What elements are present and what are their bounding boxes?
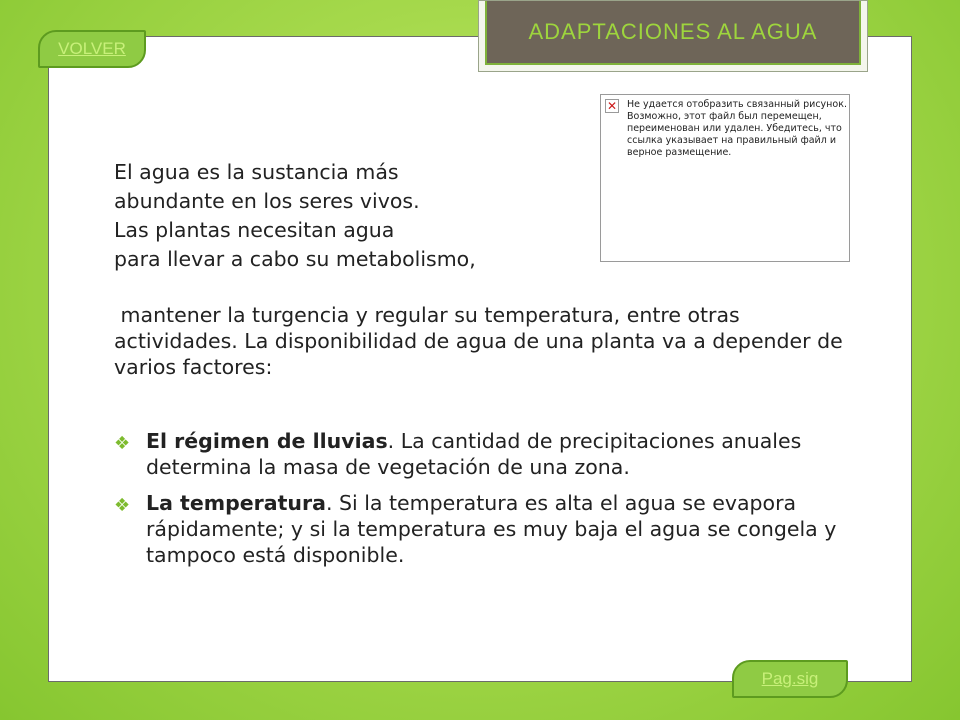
image-error-message: Не удается отобразить связанный рисунок. Возможно, этот файл был перемещен, переименован или удален. Убедитесь, что ссылка указывает на правильный файл и верное размещение. xyxy=(627,99,847,158)
diamond-bullet-icon: ❖ xyxy=(114,495,131,516)
page-title: ADAPTACIONES AL AGUA xyxy=(528,19,818,44)
factor-list xyxy=(114,428,859,578)
title-frame xyxy=(478,0,868,72)
intro-line: para llevar a cabo su metabolismo, xyxy=(114,247,476,271)
back-link[interactable]: VOLVER xyxy=(58,39,126,58)
intro-line: Las plantas necesitan agua xyxy=(114,218,395,242)
body-paragraph: mantener la turgencia y regular su temperatura, entre otras actividades. La disponibilidad de agua de una planta va a depender de varios factores: xyxy=(114,303,850,379)
intro-line: El agua es la sustancia más xyxy=(114,160,399,184)
title-banner xyxy=(485,1,861,65)
intro-line: abundante en los seres vivos. xyxy=(114,189,420,213)
broken-image-placeholder xyxy=(600,94,850,262)
bullet-text: . La cantidad de precipitaciones anuales determina la masa de vegetación de una zona. xyxy=(146,429,802,479)
bullet-text: . Si la temperatura es alta el agua se evapora rápidamente; y si la temperatura es muy baja el agua se congela y tampoco está disponible. xyxy=(146,491,837,567)
intro-text xyxy=(114,158,594,274)
broken-image-icon: ✕ xyxy=(606,99,618,113)
back-button[interactable] xyxy=(38,30,146,68)
bullet-term: La temperatura xyxy=(146,491,326,515)
bullet-term: El régimen de lluvias xyxy=(146,429,388,453)
list-item xyxy=(114,490,859,568)
list-item xyxy=(114,428,859,480)
next-page-button[interactable] xyxy=(732,660,848,698)
diamond-bullet-icon: ❖ xyxy=(114,433,131,454)
next-page-link[interactable]: Pag.sig xyxy=(761,669,819,688)
